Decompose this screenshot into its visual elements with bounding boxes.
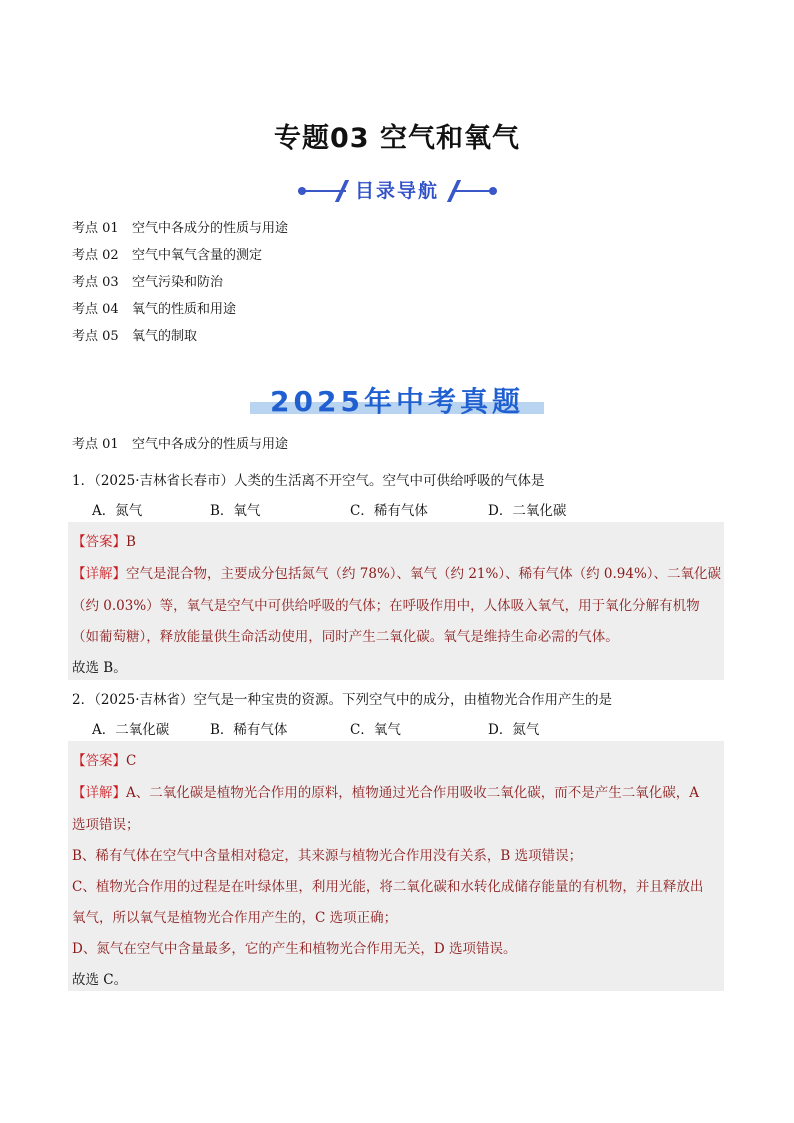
section-label: 空气中各成分的性质与用途 [132,437,289,452]
toc-banner [0,176,794,206]
toc-item[interactable] [72,246,288,273]
answer-line [72,530,136,550]
toc-item[interactable] [72,327,288,354]
detail-line: （如葡萄糖），释放能量供生命活动使用，同时产生二氧化碳。氧气是维持生命必需的气体。 [72,629,619,645]
toc-item-label: 氧气的性质和用途 [132,302,237,317]
question-1-stem: 1．（2025·吉林省长春市）人类的生活离不开空气。空气中可供给呼吸的气体是 [72,473,545,489]
option-b: B．稀有气体 [210,722,288,738]
detail-line: D、氮气在空气中含量最多，它的产生和植物光合作用无关，D 选项错误。 [72,941,517,957]
toc-item-number: 考点 04 [72,302,119,317]
detail-line [72,562,721,582]
detail-line: （约 0.03%）等，氧气是空气中可供给呼吸的气体；在呼吸作用中，人体吸入氧气，用于氧化分解有机物 [72,598,700,614]
answer-tag: 【答案】 [72,753,126,769]
toc-item-number: 考点 05 [72,329,119,344]
table-of-contents [72,219,288,354]
option-c: C．稀有气体 [350,503,428,519]
toc-item-label: 氧气的制取 [132,329,198,344]
detail-line: 氧气，所以氧气是植物光合作用产生的，C 选项正确； [72,910,398,926]
toc-item-label: 空气中各成分的性质与用途 [132,221,289,236]
section-number: 考点 01 [72,437,119,452]
toc-item-label: 空气中氧气含量的测定 [132,248,263,263]
toc-item[interactable] [72,219,288,246]
answer-value: C [126,753,137,769]
toc-item[interactable] [72,300,288,327]
banner-line-right [452,190,494,192]
answer-value: B [126,534,136,550]
toc-item-number: 考点 01 [72,221,119,236]
detail-line: B、稀有气体在空气中含量相对稳定，其来源与植物光合作用没有关系，B 选项错误； [72,848,583,864]
option-c: C．氧气 [350,722,401,738]
conclusion-line: 故选 C。 [72,972,128,988]
option-a: A．二氧化碳 [92,722,170,738]
question-1-answer-box [68,522,724,680]
detail-line: C、植物光合作用的过程是在叶绿体里，利用光能，将二氧化碳和水转化成储存能量的有机物，并且释放出 [72,879,704,895]
option-a: A．氮气 [92,503,143,519]
detail-text: 空气是混合物，主要成分包括氮气（约 78%）、氧气（约 21%）、稀有气体（约 0.94%）、二氧化碳 [126,566,722,582]
toc-item-number: 考点 03 [72,275,119,290]
detail-tag: 【详解】 [72,566,126,582]
conclusion-line: 故选 B。 [72,660,127,676]
option-d: D．二氧化碳 [488,503,567,519]
page-title: 专题03 空气和氧气 [274,123,520,154]
detail-text: A、二氧化碳是植物光合作用的原料，植物通过光合作用吸收二氧化碳，而不是产生二氧化碳，A [126,785,699,801]
toc-item-number: 考点 02 [72,248,119,263]
detail-line: 选项错误； [72,817,140,833]
detail-line [72,781,699,801]
section-heading [72,433,288,452]
option-d: D．氮气 [488,722,540,738]
exam-banner [0,380,794,420]
answer-line [72,749,136,769]
toc-item[interactable] [72,273,288,300]
exam-banner-title: 2025年中考真题 [270,385,524,418]
option-b: B．氧气 [210,503,261,519]
answer-tag: 【答案】 [72,534,126,550]
toc-item-label: 空气污染和防治 [132,275,224,290]
toc-banner-title: 目录导航 [354,180,439,202]
question-2-stem: 2．（2025·吉林省）空气是一种宝贵的资源。下列空气中的成分，由植物光合作用产生的是 [72,692,612,708]
question-2-answer-box [68,741,724,991]
detail-tag: 【详解】 [72,785,126,801]
banner-dot-right [489,187,497,195]
